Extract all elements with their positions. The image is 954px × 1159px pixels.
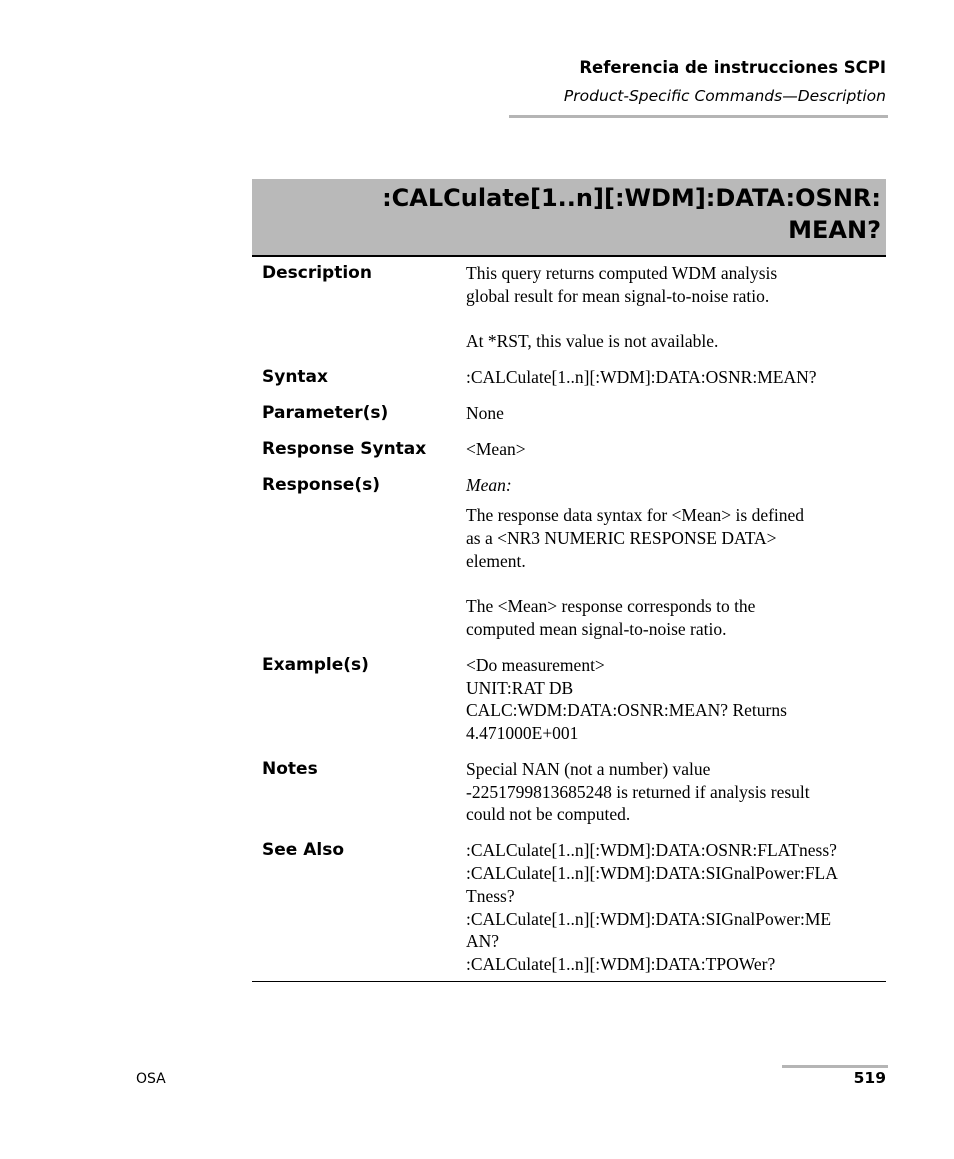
description-text: This query returns computed WDM analysis bbox=[466, 263, 778, 283]
see-also-link[interactable]: :CALCulate[1..n][:WDM]:DATA:SIGnalPower:FLA bbox=[466, 863, 838, 883]
syntax-text: :CALCulate[1..n][:WDM]:DATA:OSNR:MEAN? bbox=[466, 367, 817, 387]
notes-label: Notes bbox=[262, 759, 318, 779]
table-bottom-rule bbox=[252, 981, 886, 982]
responses-label: Response(s) bbox=[262, 475, 380, 495]
description-text: At *RST, this value is not available. bbox=[466, 331, 719, 351]
description-label: Description bbox=[262, 263, 372, 283]
responses-text: The response data syntax for <Mean> is defined bbox=[466, 505, 805, 525]
parameters-label: Parameter(s) bbox=[262, 403, 389, 423]
response-syntax-label: Response Syntax bbox=[262, 439, 427, 459]
header-divider bbox=[509, 115, 888, 118]
examples-text: CALC:WDM:DATA:OSNR:MEAN? Returns bbox=[466, 700, 787, 720]
responses-text: The <Mean> response corresponds to the bbox=[466, 596, 756, 616]
response-syntax-text: <Mean> bbox=[466, 439, 526, 459]
notes-text: Special NAN (not a number) value bbox=[466, 759, 711, 779]
see-also-link[interactable]: :CALCulate[1..n][:WDM]:DATA:OSNR:FLATness? bbox=[466, 840, 837, 860]
notes-text: -2251799813685248 is returned if analysis result bbox=[466, 782, 810, 802]
footer-product: OSA bbox=[136, 1071, 166, 1087]
see-also-link[interactable]: :CALCulate[1..n][:WDM]:DATA:TPOWer? bbox=[466, 954, 776, 974]
responses-text: element. bbox=[466, 551, 526, 571]
see-also-link[interactable]: Tness? bbox=[466, 886, 515, 906]
description-text: global result for mean signal-to-noise ratio. bbox=[466, 286, 770, 306]
syntax-label: Syntax bbox=[262, 367, 328, 387]
responses-text: computed mean signal-to-noise ratio. bbox=[466, 619, 727, 639]
examples-text: 4.471000E+001 bbox=[466, 723, 579, 743]
parameters-text: None bbox=[466, 403, 504, 423]
see-also-label: See Also bbox=[262, 840, 345, 860]
examples-label: Example(s) bbox=[262, 655, 369, 675]
notes-text: could not be computed. bbox=[466, 804, 631, 824]
footer-divider bbox=[782, 1065, 888, 1068]
header-subtitle: Product-Specific Commands—Description bbox=[563, 87, 886, 105]
command-title-line1: :CALCulate[1..n][:WDM]:DATA:OSNR: bbox=[382, 184, 881, 212]
command-title-box bbox=[252, 179, 886, 257]
command-title-line2: MEAN? bbox=[788, 216, 881, 244]
page-number: 519 bbox=[853, 1069, 886, 1087]
responses-heading: Mean: bbox=[466, 475, 512, 495]
responses-text: as a <NR3 NUMERIC RESPONSE DATA> bbox=[466, 528, 777, 548]
header-title: Referencia de instrucciones SCPI bbox=[579, 58, 886, 77]
see-also-link[interactable]: :CALCulate[1..n][:WDM]:DATA:SIGnalPower:ME bbox=[466, 909, 832, 929]
examples-text: UNIT:RAT DB bbox=[466, 678, 574, 698]
examples-text: <Do measurement> bbox=[466, 655, 605, 675]
see-also-link[interactable]: AN? bbox=[466, 931, 500, 951]
